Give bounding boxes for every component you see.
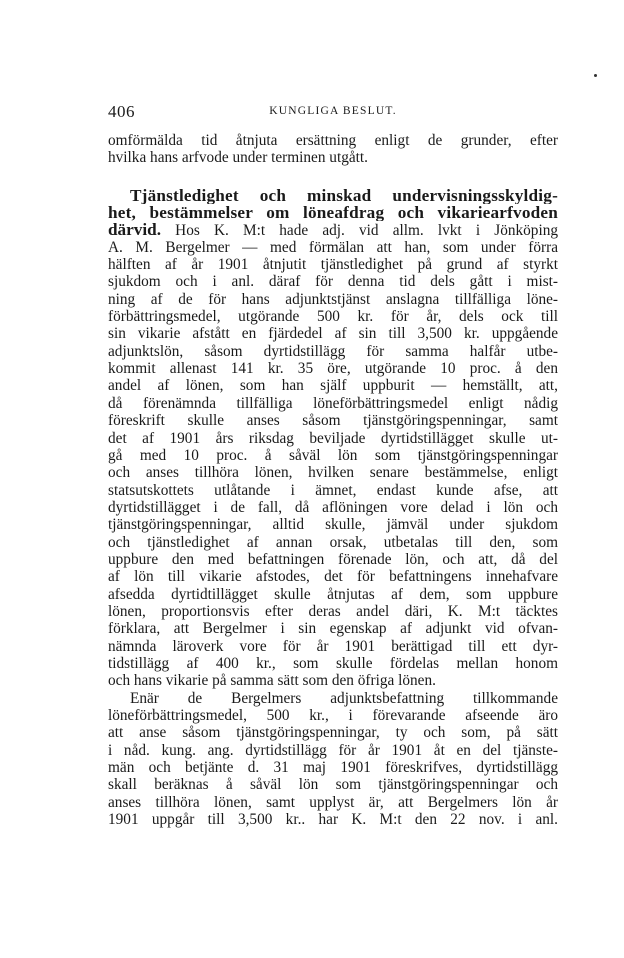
paragraph-2 [108,239,558,690]
text-line: ning af de för hans adjunktstjänst anslagna tillfälliga löne- [108,290,558,308]
text-line: löneförbättringsmedel, 500 kr., i förevarande afseende äro [108,707,558,724]
text-line: hvilka hans arfvode under terminen utgått. [108,149,368,167]
text-line: sin vikarie afstått en fjärdedel af sin till 3,500 kr. uppgående [108,325,558,343]
text-line: Enär de Bergelmers adjunktsbefattning tillkommande [130,689,558,707]
text-line: af lön till vikarie afstodes, det för befattningens innehafvare [108,568,558,586]
running-title: KUNGLIGA BESLUT. [269,105,397,117]
text-line: statsutskottets utlåtande i ämnet, endast kunde afse, att [108,481,558,499]
text-line: och tjänstledighet af annan orsak, utbetalas till den, som [108,533,558,551]
text-line: omförmälda tid åtnjuta ersättning enligt de grunder, efter [108,132,558,149]
body-text [108,132,558,828]
paragraph-3 [108,690,558,829]
text-line: då förenämnda tillfälliga löneförbättringsmedel enligt nådig [108,394,558,412]
page-number: 406 [108,102,135,121]
text-line: dyrtidstillägget i de fall, då aflöningen vore delad i lön och [108,498,558,516]
heading-line: het, bestämmelser om löneafdrag och vikariearfvoden [108,204,558,222]
text-line: och hans vikarie på samma sätt som den öfriga lönen. [108,672,436,690]
text-line: anses tillhöra lönen, samt upplyst är, att Bergelmers lön år [108,793,558,811]
text-line: adjunktslön, såsom dyrtidstillägg för samma halfår utbe- [108,342,558,360]
text-line: att anse såsom tjänstgöringspenningar, ty och som, på sätt [108,724,558,742]
text-line: tjänstgöringspenningar, alltid skulle, jämväl under sjukdom [108,516,558,534]
text-line: gå med 10 proc. å såväl lön som tjänstgöringspenningar [108,446,558,464]
text-line: förbättringsmedel, utgörande 500 kr. för år, dels ock till [108,308,558,326]
text-line: 1901 uppgår till 3,500 kr.. har K. M:t den 22 nov. i anl. [108,811,558,829]
text-line: och anses tillhöra lönen, hvilken senare bestämmelse, enligt [108,464,558,482]
heading-line: Tjänstledighet och minskad undervisningsskyldig- [130,186,558,205]
text-line: afsedda dyrtidtillägget skulle åtnjutas af dem, som uppbure [108,585,558,603]
text-line: förklara, att Bergelmer i sin egenskap af adjunkt vid ofvan- [108,620,558,638]
section-heading [108,187,558,239]
text-line: andel af lönen, som han själf uppburit — hemställt, att, [108,377,558,395]
text-run: Hos K. M:t hade adj. vid allm. lvkt i Jönköping [161,222,558,239]
text-line: det af 1901 års riksdag beviljade dyrtidstillägget skulle ut- [108,429,558,447]
text-line: föreskrift skulle anses såsom tjänstgöringspenningar, samt [108,412,558,430]
paragraph-1 [108,132,558,167]
paragraph-gap [108,167,558,187]
page-header [108,102,558,122]
text-line: uppbure den med befattningen förenade lön, och att, då del [108,550,558,568]
heading-run-in-line [108,221,558,238]
text-line: tidstillägg af 400 kr., som skulle fördelas mellan honom [108,654,558,672]
text-line: hälften af år 1901 åtnjutit tjänstledighet på grund af styrkt [108,256,558,274]
text-line: män och betjänte d. 31 maj 1901 föreskrifves, dyrtidstillägg [108,759,558,777]
text-line: lönen, proportionsvis efter deras andel däri, K. M:t täcktes [108,602,558,620]
text-line: skall beräknas å såväl lön som tjänstgöringspenningar och [108,776,558,794]
text-line: sjukdom och i anl. däraf för denna tid dels gått i mist- [108,273,558,291]
paper-speck [594,74,597,77]
text-line: nämnda läroverk vore för år 1901 berättigad till ett dyr- [108,637,558,655]
text-line: i nåd. kung. ang. dyrtidstillägg för år 1901 åt en del tjänste- [108,741,558,759]
heading-run-in: därvid. [108,221,162,239]
text-line: kommit allenast 141 kr. 35 öre, utgörande 10 proc. å den [108,360,558,378]
text-line: A. M. Bergelmer — med förmälan att han, som under förra [108,238,558,256]
